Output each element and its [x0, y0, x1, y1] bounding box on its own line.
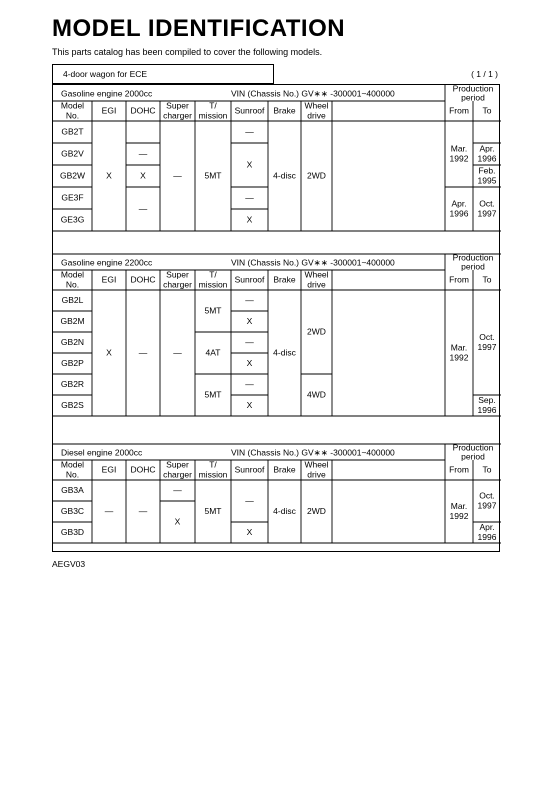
section-1-egi: X — [106, 170, 112, 181]
section-2-egi: X — [106, 347, 112, 358]
section-3-from-0: Mar. — [450, 500, 468, 511]
section-1-engine: Gasoline engine 2000cc — [61, 88, 153, 99]
section-1-model-GB2W: GB2W — [59, 170, 86, 181]
section-1-to-1: 1996 — [477, 153, 497, 164]
model-catalog — [52, 64, 500, 552]
section-1-from-1: 1996 — [449, 208, 469, 219]
section-2-sunroof-3: X — [246, 357, 253, 368]
section-2-sunroof-0: — — [245, 294, 254, 305]
section-2-to-0: Oct. — [479, 331, 495, 342]
section-1-sunroof-0: — — [245, 126, 254, 137]
section-2-dohc-0: — — [138, 347, 148, 358]
section-1-dohc-2: X — [140, 170, 146, 181]
section-2-header-4: mission — [198, 279, 228, 290]
section-2-sunroof-4: — — [245, 378, 254, 389]
section-3-brake-0: 4-disc — [273, 505, 296, 516]
section-2-header-0: No. — [65, 279, 80, 290]
section-1-header-0: No. — [65, 110, 80, 121]
section-1-to-3: Oct. — [479, 198, 495, 209]
section-3-vin: VIN (Chassis No.) GV∗∗ -300001~400000 — [231, 447, 395, 458]
section-1-header-4: T/ — [209, 100, 217, 111]
section-2-engine: Gasoline engine 2200cc — [61, 257, 153, 268]
section-2-from-0: 1992 — [449, 352, 469, 363]
section-2-sunroof-2: — — [245, 336, 254, 347]
section-3-header-4: mission — [198, 469, 228, 480]
section-3-model-GB3A: GB3A — [61, 484, 84, 495]
section-2-header-from: From — [449, 274, 469, 285]
section-1-header-3: Super — [166, 100, 189, 111]
section-2-wheel-drive-0: 2WD — [307, 326, 326, 337]
model-table — [52, 84, 500, 552]
section-1-dohc-1: — — [138, 148, 148, 159]
section-2-header-1: EGI — [101, 274, 117, 285]
section-3-engine: Diesel engine 2000cc — [61, 447, 143, 458]
section-1-sunroof-2: — — [245, 192, 254, 203]
section-3-model-GB3C: GB3C — [60, 505, 85, 516]
document-code: AEGV03 — [52, 559, 86, 569]
section-3-header-1: EGI — [101, 464, 117, 475]
section-3-dohc-0: — — [138, 505, 148, 516]
sheet-number: ( 1 / 1 ) — [471, 69, 498, 79]
section-1-header-7: Wheel — [304, 100, 329, 111]
section-2-vin: VIN (Chassis No.) GV∗∗ -300001~400000 — [231, 257, 395, 268]
section-1-wheel-drive-0: 2WD — [307, 170, 326, 181]
section-2-header-3: Super — [166, 269, 189, 280]
section-1-production-label: Production — [452, 83, 494, 94]
section-2-model-GB2P: GB2P — [61, 357, 84, 368]
section-1-header-4: mission — [198, 110, 228, 121]
section-2-model-GB2N: GB2N — [60, 336, 85, 347]
section-2-model-GB2M: GB2M — [60, 315, 85, 326]
section-3-header-from: From — [449, 464, 469, 475]
page-subtitle: This parts catalog has been compiled to cover the following models. — [52, 47, 323, 57]
section-3-header-5: Sunroof — [234, 464, 265, 475]
section-2-transmission-0: 5MT — [204, 305, 222, 316]
section-3-to-1: Apr. — [479, 521, 495, 532]
section-1-header-1: EGI — [101, 105, 117, 116]
section-1-header-2: DOHC — [130, 105, 156, 116]
section-3-header-7: drive — [307, 469, 326, 480]
section-2-transmission-2: 5MT — [204, 389, 222, 400]
section-1-to-1: Apr. — [479, 143, 495, 154]
section-1-transmission-0: 5MT — [204, 170, 222, 181]
section-1-header-5: Sunroof — [234, 105, 265, 116]
section-2-header-0: Model — [60, 269, 85, 280]
section-2-sunroof-1: X — [246, 315, 253, 326]
section-3-supercharger-0: — — [173, 484, 182, 495]
section-2-supercharger: — — [173, 347, 182, 358]
section-1-from-1: Apr. — [451, 198, 467, 209]
section-3-header-to: To — [482, 464, 492, 475]
section-3-header-6: Brake — [273, 464, 296, 475]
section-1-supercharger: — — [173, 170, 182, 181]
section-1-sunroof-1: X — [246, 159, 253, 170]
section-2-header-7: drive — [307, 279, 326, 290]
section-1-from-0: 1992 — [449, 153, 469, 164]
page-title: MODEL IDENTIFICATION — [52, 15, 346, 42]
section-3-sunroof-1: X — [246, 526, 253, 537]
section-1-model-GB2T: GB2T — [61, 126, 84, 137]
section-3-sunroof-0: — — [245, 495, 254, 506]
section-2-header-2: DOHC — [130, 274, 156, 285]
section-3-header-2: DOHC — [130, 464, 156, 475]
section-3-header-7: Wheel — [304, 459, 329, 470]
section-1-from-0: Mar. — [450, 143, 468, 154]
section-3-header-0: Model — [60, 459, 85, 470]
section-3-to-1: 1996 — [477, 531, 497, 542]
section-3-transmission-0: 5MT — [204, 505, 222, 516]
model-label-box — [52, 64, 274, 84]
section-3-to-0: Oct. — [479, 490, 495, 501]
section-1-to-3: 1997 — [477, 208, 497, 219]
section-1-header-0: Model — [60, 100, 85, 111]
section-1-to-2: Feb. — [478, 165, 496, 176]
section-1-header-from: From — [449, 105, 469, 116]
section-2-model-GB2L: GB2L — [61, 294, 84, 305]
section-1-to-2: 1995 — [477, 175, 497, 186]
section-2-to-1: Sep. — [478, 394, 496, 405]
section-2-header-3: charger — [163, 279, 192, 290]
section-1-header-7: drive — [307, 110, 326, 121]
section-1-model-GE3G: GE3G — [60, 214, 85, 225]
section-2-production-label: Production — [452, 252, 494, 263]
section-3-model-GB3D: GB3D — [60, 526, 85, 537]
section-1-model-GB2V: GB2V — [61, 148, 84, 159]
model-table-grid — [53, 85, 501, 553]
section-1-header-to: To — [482, 105, 492, 116]
model-label: 4-door wagon for ECE — [63, 69, 148, 79]
section-3-from-0: 1992 — [449, 510, 469, 521]
section-2-sunroof-5: X — [246, 399, 253, 410]
section-3-wheel-drive-0: 2WD — [307, 505, 326, 516]
section-2-header-6: Brake — [273, 274, 296, 285]
section-2-header-5: Sunroof — [234, 274, 265, 285]
section-1-vin: VIN (Chassis No.) GV∗∗ -300001~400000 — [231, 88, 395, 99]
section-3-header-3: charger — [163, 469, 192, 480]
section-1-production-label: period — [461, 92, 485, 103]
section-1-header-6: Brake — [273, 105, 296, 116]
section-2-model-GB2S: GB2S — [61, 399, 84, 410]
section-2-wheel-drive-1: 4WD — [307, 389, 326, 400]
section-2-to-1: 1996 — [477, 404, 497, 415]
section-3-supercharger-1: X — [174, 516, 181, 527]
section-3-header-0: No. — [65, 469, 80, 480]
section-1-brake-0: 4-disc — [273, 170, 296, 181]
section-2-to-0: 1997 — [477, 341, 497, 352]
section-3-production-label: Production — [452, 442, 494, 453]
section-1-model-GE3F: GE3F — [61, 192, 84, 203]
section-2-from-0: Mar. — [450, 342, 468, 353]
section-1-dohc-3: — — [138, 203, 148, 214]
section-3-header-4: T/ — [209, 459, 217, 470]
section-3-production-label: period — [461, 451, 485, 462]
section-3-to-0: 1997 — [477, 500, 497, 511]
section-2-brake-0: 4-disc — [273, 347, 296, 358]
section-3-egi: — — [104, 505, 114, 516]
section-2-header-7: Wheel — [304, 269, 329, 280]
section-2-production-label: period — [461, 261, 485, 272]
section-2-header-4: T/ — [209, 269, 217, 280]
section-3-header-3: Super — [166, 459, 189, 470]
section-1-sunroof-3: X — [246, 214, 253, 225]
section-2-transmission-1: 4AT — [205, 347, 221, 358]
section-1-header-3: charger — [163, 110, 192, 121]
section-2-header-to: To — [482, 274, 492, 285]
section-2-model-GB2R: GB2R — [60, 378, 85, 389]
